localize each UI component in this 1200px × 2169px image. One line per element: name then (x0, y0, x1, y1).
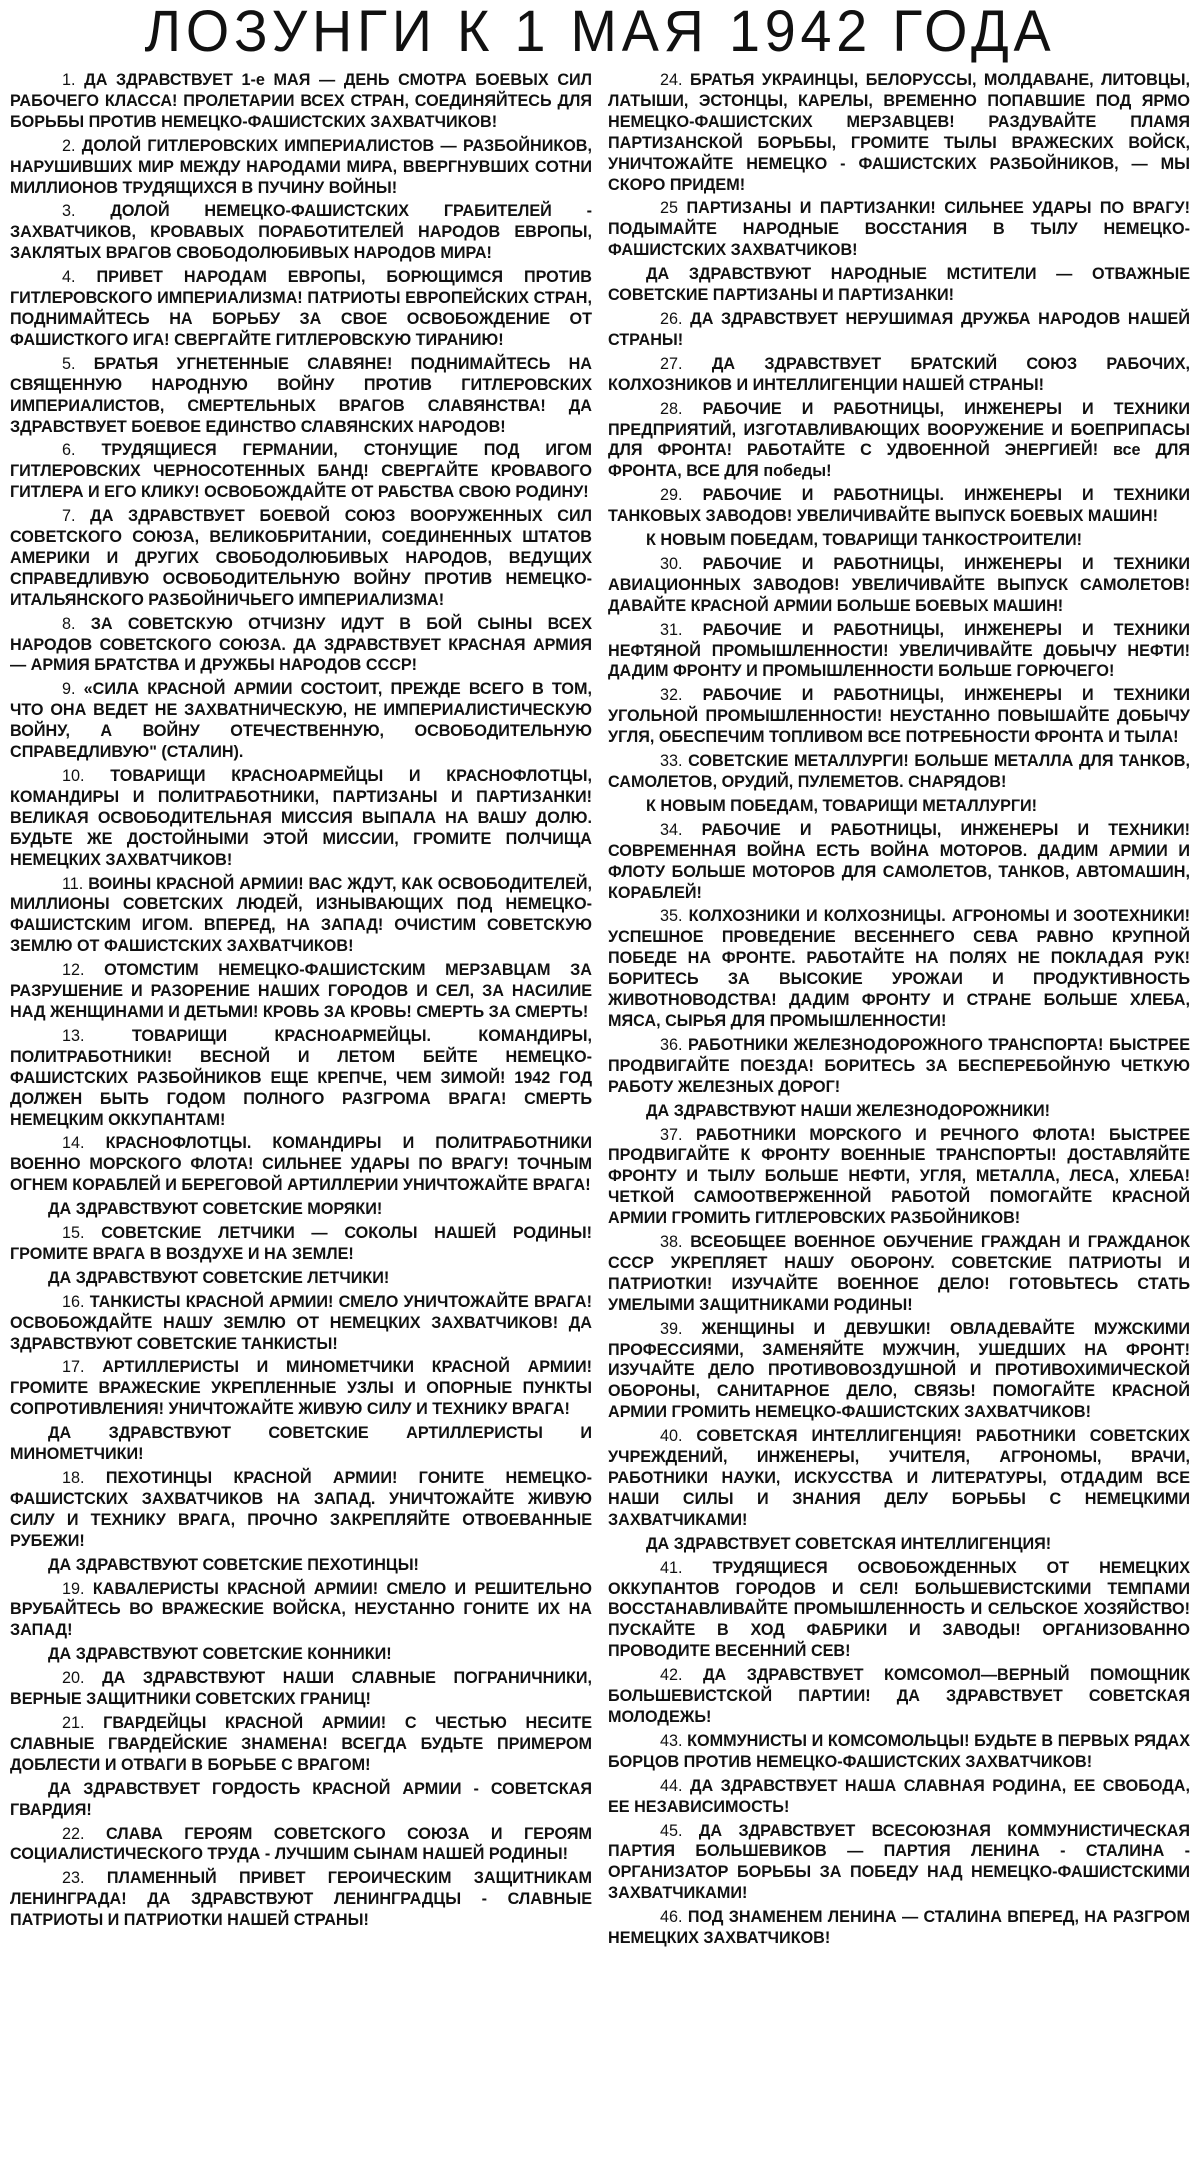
slogan-text: ПАРТИЗАНЫ И ПАРТИЗАНКИ! СИЛЬНЕЕ УДАРЫ ПО ВРАГУ! ПОДЫМАЙТЕ НАРОДНЫЕ ВОССТАНИЯ В ТЫЛУ НЕМЕЦКО-ФАШИСТСКИХ ЗАХВАТЧИКОВ! (608, 199, 1190, 260)
slogan-text: ДА ЗДРАВСТВУЕТ БРАТСКИЙ СОЮЗ РАБОЧИХ, КОЛХОЗНИКОВ И ИНТЕЛЛИГЕНЦИИ НАШЕЙ СТРАНЫ! (608, 354, 1190, 394)
slogan (608, 354, 1190, 396)
slogan-number: 23. (62, 1869, 85, 1888)
slogan-text: ТАНКИСТЫ КРАСНОЙ АРМИИ! СМЕЛО УНИЧТОЖАЙТЕ ВРАГА! ОСВОБОЖДАЙТЕ НАШУ ЗЕМЛЮ ОТ НЕМЕЦКИХ ЗАХВАТЧИКОВ! ДА ЗДРАВСТВУЮТ СОВЕТСКИЕ ТАНКИСТЫ! (10, 1292, 592, 1353)
slogan (10, 1357, 592, 1420)
columns (10, 70, 1190, 2165)
slogan-number: 31. (660, 620, 683, 639)
slogan-number: 25 (660, 199, 679, 218)
slogan-text: ДА ЗДРАВСТВУЕТ НЕРУШИМАЯ ДРУЖБА НАРОДОВ НАШЕЙ СТРАНЫ! (608, 309, 1190, 349)
slogan (608, 751, 1190, 793)
slogan-text: АРТИЛЛЕРИСТЫ И МИНОМЕТЧИКИ КРАСНОЙ АРМИИ! ГРОМИТЕ ВРАЖЕСКИЕ УКРЕПЛЕННЫЕ УЗЛЫ И ОПОРНЫЕ ПУНКТЫ СОПРОТИВЛЕНИЯ! УНИЧТОЖАЙТЕ ЖИВУЮ СИЛУ И ТЕХНИКУ ВРАГА! (10, 1358, 592, 1419)
slogan-number: 18. (62, 1469, 85, 1487)
slogan (10, 1133, 592, 1196)
slogan-subline: ДА ЗДРАВСТВУЮТ СОВЕТСКИЕ АРТИЛЛЕРИСТЫ И МИНОМЕТЧИКИ! (10, 1424, 592, 1464)
slogan-text: КАВАЛЕРИСТЫ КРАСНОЙ АРМИИ! СМЕЛО И РЕШИТЕЛЬНО ВРУБАЙТЕСЬ ВО ВРАЖЕСКИЕ ВОЙСКА, НЕУСТАННО ГОНИТЕ ИХ НА ЗАПАД! (10, 1579, 592, 1640)
slogan-text: ВОИНЫ КРАСНОЙ АРМИИ! ВАС ЖДУТ, КАК ОСВОБОДИТЕЛЕЙ, МИЛЛИОНЫ СОВЕТСКИХ ЛЮДЕЙ, ИЗНЫВАЮЩИХ ПОД НЕМЕЦКО-ФАШИСТСКИМ ИГОМ. ВПЕРЕД, НА ЗАПАД! ОЧИСТИМ СОВЕТСКУЮ ЗЕМЛЮ ОТ ФАШИСТСКИХ ЗАХВАТЧИКОВ! (10, 874, 592, 956)
slogan (608, 1035, 1190, 1098)
slogan-number: 41. (660, 1558, 683, 1577)
slogan-text: РАБОЧИЕ И РАБОТНИЦЫ, ИНЖЕНЕРЫ И ТЕХНИКИ УГОЛЬНОЙ ПРОМЫШЛЕННОСТИ! НЕУСТАННО ПОВЫШАЙТЕ ДОБЫЧУ УГЛЯ, ОБЕСПЕЧИМ ТОПЛИВОМ ВСЕ ПОТРЕБНОСТИ ФРОНТА И ТЫЛА! (608, 686, 1190, 747)
slogan (10, 1824, 592, 1866)
slogan-text: ТОВАРИЩИ КРАСНОАРМЕЙЦЫ И КРАСНОФЛОТЦЫ, КОМАНДИРЫ И ПОЛИТРАБОТНИКИ, ПАРТИЗАНЫ И ПАРТИЗАНКИ! ВЕЛИКАЯ ОСВОБОДИТЕЛЬНАЯ МИССИЯ ВЫПАЛА НА ВАШУ ДОЛЮ. БУДЬТЕ ЖЕ ДОСТОЙНЫМИ ЭТОЙ МИССИИ, ГРОМИТЕ ПОЛЧИЩА НЕМЕЦКИХ ЗАХВАТЧИКОВ! (10, 767, 592, 869)
slogan (608, 1319, 1190, 1424)
slogan-number: 7. (62, 507, 76, 526)
slogan-number: 12. (62, 961, 85, 980)
slogan (10, 1223, 592, 1265)
slogan-text: ДА ЗДРАВСТВУЕТ ВСЕСОЮЗНАЯ КОММУНИСТИЧЕСКАЯ ПАРТИЯ БОЛЬШЕВИКОВ — ПАРТИЯ ЛЕНИНА - СТАЛИНА - ОРГАНИЗАТОР БОРЬБЫ ЗА ПОБЕДУ НАД НЕМЕЦКО-ФАШИСТСКИМИ ЗАХВАТЧИКАМИ! (608, 1821, 1190, 1903)
slogan-text: ПЛАМЕННЫЙ ПРИВЕТ ГЕРОИЧЕСКИМ ЗАЩИТНИКАМ ЛЕНИНГРАДА! ДА ЗДРАВСТВУЮТ ЛЕНИНГРАДЦЫ - СЛАВНЫЕ ПАТРИОТЫ И ПАТРИОТКИ НАШЕЙ СТРАНЫ! (10, 1869, 592, 1930)
slogan (608, 1232, 1190, 1316)
slogan-subline: ДА ЗДРАВСТВУЮТ НАРОДНЫЕ МСТИТЕЛИ — ОТВАЖНЫЕ СОВЕТСКИЕ ПАРТИЗАНЫ И ПАРТИЗАНКИ! (608, 265, 1190, 305)
slogan-number: 34. (660, 820, 683, 839)
slogan (10, 960, 592, 1023)
slogan-number: 19. (62, 1579, 85, 1598)
slogan-number: 36. (660, 1035, 683, 1054)
slogan (608, 820, 1190, 904)
slogan-text: РАБОЧИЕ И РАБОТНИЦЫ, ИНЖЕНЕРЫ И ТЕХНИКИ АВИАЦИОННЫХ ЗАВОДОВ! УВЕЛИЧИВАЙТЕ ВЫПУСК САМОЛЕТОВ! ДАВАЙТЕ КРАСНОЙ АРМИИ БОЛЬШЕ БОЕВЫХ МАШИН! (608, 554, 1190, 615)
slogan-number: 20. (62, 1669, 85, 1688)
slogan (10, 1468, 592, 1552)
slogan-text: СОВЕТСКИЕ ЛЕТЧИКИ — СОКОЛЫ НАШЕЙ РОДИНЫ! ГРОМИТЕ ВРАГА В ВОЗДУХЕ И НА ЗЕМЛЕ! (10, 1224, 592, 1263)
slogan-number: 10. (62, 767, 85, 785)
slogan-text: СЛАВА ГЕРОЯМ СОВЕТСКОГО СОЮЗА И ГЕРОЯМ СОЦИАЛИСТИЧЕСКОГО ТРУДА - ЛУЧШИМ СЫНАМ НАШЕЙ РОДИНЫ! (10, 1824, 592, 1864)
left-column (10, 70, 592, 2165)
slogan (608, 70, 1190, 195)
slogan-number: 45. (660, 1821, 683, 1840)
slogan-text: ТОВАРИЩИ КРАСНОАРМЕЙЦЫ. КОМАНДИРЫ, ПОЛИТРАБОТНИКИ! ВЕСНОЙ И ЛЕТОМ БЕЙТЕ НЕМЕЦКО-ФАШИСТСКИХ РАЗБОЙНИКОВ ЕЩЕ КРЕПЧЕ, ЧЕМ ЗИМОЙ! 1942 ГОД ДОЛЖЕН БЫТЬ ГОДОМ ПОЛНОГО РАЗГРОМА ВРАГА! СМЕРТЬ НЕМЕЦКИМ ОККУПАНТАМ! (10, 1026, 592, 1129)
slogan-number: 17. (62, 1358, 85, 1377)
slogan-number: 43. (660, 1731, 683, 1750)
slogan-number: 33. (660, 752, 683, 771)
slogan-text: ДОЛОЙ НЕМЕЦКО-ФАШИСТСКИХ ГРАБИТЕЛЕЙ - ЗАХВАТЧИКОВ, КРОВАВЫХ ПОРАБОТИТЕЛЕЙ НАРОДОВ ЕВРОПЫ, ЗАКЛЯТЫХ ВРАГОВ СВОБОДОЛЮБИВЫХ НАРОДОВ МИРА! (10, 202, 592, 263)
page-title: ЛОЗУНГИ К 1 МАЯ 1942 ГОДА (144, 0, 1056, 64)
slogan (10, 1868, 592, 1931)
slogan-text: ТРУДЯЩИЕСЯ ОСВОБОЖДЕННЫХ ОТ НЕМЕЦКИХ ОККУПАНТОВ ГОРОДОВ И СЕЛ! БОЛЬШЕВИСТСКИМИ ТЕМПАМИ ВОССТАНАВЛИВАЙТЕ ПРОМЫШЛЕННОСТЬ И СЕЛЬСКОЕ ХОЗЯЙСТВО! ПУСКАЙТЕ В ХОД ФАБРИКИ И ЗАВОДЫ! ОРГАНИЗОВАННО ПРОВОДИТЕ ВЕСЕННИЙ СЕВ! (608, 1558, 1190, 1661)
slogan-number: 9. (62, 680, 76, 699)
slogan-number: 8. (62, 614, 76, 633)
slogan (608, 1907, 1190, 1949)
slogan-text: СОВЕТСКИЕ МЕТАЛЛУРГИ! БОЛЬШЕ МЕТАЛЛА ДЛЯ ТАНКОВ, САМОЛЕТОВ, ОРУДИЙ, ПУЛЕМЕТОВ. СНАРЯДОВ! (608, 752, 1190, 791)
slogan-text: ГВАРДЕЙЦЫ КРАСНОЙ АРМИИ! С ЧЕСТЬЮ НЕСИТЕ СЛАВНЫЕ ГВАРДЕЙСКИЕ ЗНАМЕНА! ВСЕГДА БУДЬТЕ ПРИМЕРОМ ДОБЛЕСТИ И ОТВАГИ В БОРЬБЕ С ВРАГОМ! (10, 1713, 592, 1774)
slogan-subline: ДА ЗДРАВСТВУЮТ СОВЕТСКИЕ ЛЕТЧИКИ! (48, 1268, 390, 1287)
slogan-text: СОВЕТСКАЯ ИНТЕЛЛИГЕНЦИЯ! РАБОТНИКИ СОВЕТСКИХ УЧРЕЖДЕНИЙ, ИНЖЕНЕРЫ, УЧИТЕЛЯ, АГРОНОМЫ, ВРАЧИ, РАБОТНИКИ НАУКИ, ИСКУССТВА И ЛИТЕРАТУРЫ, ОТДАДИМ ВСЕ НАШИ СИЛЫ И ЗНАНИЯ ДЕЛУ БОРЬБЫ С НЕМЕЦКИМИ ЗАХВАТЧИКАМИ! (608, 1427, 1190, 1529)
slogan-number: 13. (62, 1026, 85, 1045)
slogan-number: 11. (62, 874, 84, 893)
slogan-number: 44. (660, 1776, 683, 1795)
slogan-text: БРАТЬЯ УГНЕТЕННЫЕ СЛАВЯНЕ! ПОДНИМАЙТЕСЬ НА СВЯЩЕННУЮ НАРОДНУЮ ВОЙНУ ПРОТИВ ГИТЛЕРОВСКИХ ИМПЕРИАЛИСТОВ, СМЕРТЕЛЬНЫХ ВРАГОВ СЛАВЯНСТВА! ДА ЗДРАВСТВУЕТ БОЕВОЕ ЕДИНСТВО СЛАВЯНСКИХ НАРОДОВ! (10, 354, 592, 436)
slogan (608, 1776, 1190, 1818)
slogan-text: ДА ЗДРАВСТВУЕТ НАША СЛАВНАЯ РОДИНА, ЕЕ СВОБОДА, ЕЕ НЕЗАВИСИМОСТЬ! (608, 1776, 1190, 1816)
slogan-number: 16. (62, 1292, 85, 1311)
slogan-number: 35. (660, 907, 683, 926)
slogan-number: 6. (62, 441, 76, 460)
slogan (608, 309, 1190, 351)
slogan-number: 2. (62, 136, 76, 155)
slogan (10, 201, 592, 264)
slogan (10, 766, 592, 871)
slogan (608, 1558, 1190, 1663)
slogan-text: ПЕХОТИНЦЫ КРАСНОЙ АРМИИ! ГОНИТЕ НЕМЕЦКО-ФАШИСТСКИХ ЗАХВАТЧИКОВ НА ЗАПАД. УНИЧТОЖАЙТЕ ЖИВУЮ СИЛУ И ТЕХНИКУ ВРАГА, ПРОЧНО ЗАКРЕПЛЯЙТЕ ОТВОЕВАННЫЕ РУБЕЖИ! (10, 1469, 592, 1550)
slogan-subline: ДА ЗДРАВСТВУЮТ СОВЕТСКИЕ МОРЯКИ! (48, 1200, 383, 1219)
slogan (10, 354, 592, 438)
slogan-text: РАБОЧИЕ И РАБОТНИЦЫ. ИНЖЕНЕРЫ И ТЕХНИКИ ТАНКОВЫХ ЗАВОДОВ! УВЕЛИЧИВАЙТЕ ВЫПУСК БОЕВЫХ МАШИН! (608, 486, 1190, 526)
slogan-number: 5. (62, 354, 76, 373)
slogan (10, 70, 592, 133)
slogan-text: ДА ЗДРАВСТВУЕТ КОМСОМОЛ—ВЕРНЫЙ ПОМОЩНИК БОЛЬШЕВИСТСКОЙ ПАРТИИ! ДА ЗДРАВСТВУЕТ СОВЕТСКАЯ МОЛОДЕЖЬ! (608, 1666, 1190, 1726)
slogan-number: 29. (660, 486, 683, 505)
slogan-number: 40. (660, 1427, 683, 1446)
slogan-number: 42. (660, 1666, 683, 1685)
slogan (608, 1125, 1190, 1230)
slogan-subline: ДА ЗДРАВСТВУЕТ ГОРДОСТЬ КРАСНОЙ АРМИИ - СОВЕТСКАЯ ГВАРДИЯ! (10, 1779, 592, 1819)
slogan (10, 1579, 592, 1642)
slogan-text: ПОД ЗНАМЕНЕМ ЛЕНИНА — СТАЛИНА ВПЕРЕД, НА РАЗГРОМ НЕМЕЦКИХ ЗАХВАТЧИКОВ! (608, 1908, 1190, 1948)
slogan (608, 1731, 1190, 1773)
slogan (10, 614, 592, 677)
slogan-text: ДА ЗДРАВСТВУЕТ БОЕВОЙ СОЮЗ ВООРУЖЕННЫХ СИЛ СОВЕТСКОГО СОЮЗА, ВЕЛИКОБРИТАНИИ, СОЕДИНЕННЫХ ШТАТОВ АМЕРИКИ И ДРУГИХ СВОБОДОЛЮБИВЫХ НАРОДОВ, ВЕДУЩИХ СПРАВЕДЛИВУЮ ОСВОБОДИТЕЛЬНУЮ ВОЙНУ ПРОТИВ НЕМЕЦКО-ИТАЛЬЯНСКОГО РАЗБОЙНИЧЬЕГО ИМПЕРИАЛИЗМА! (10, 507, 592, 609)
slogan-number: 39. (660, 1319, 683, 1338)
slogan-text: РАБОЧИЕ И РАБОТНИЦЫ, ИНЖЕНЕРЫ И ТЕХНИКИ! СОВРЕМЕННАЯ ВОЙНА ЕСТЬ ВОЙНА МОТОРОВ. ДАДИМ АРМИИ И ФЛОТУ БОЛЬШЕ МОТОРОВ ДЛЯ САМОЛЕТОВ, ТАНКОВ, АВТОМАШИН, КОРАБЛЕЙ! (608, 820, 1190, 902)
slogan (10, 874, 592, 958)
slogan-text: РАБОЧИЕ И РАБОТНИЦЫ, ИНЖЕНЕРЫ И ТЕХНИКИ ПРЕДПРИЯТИЙ, ИЗГОТАВЛИВАЮЩИХ ВООРУЖЕНИЕ И БОЕПРИПАСЫ ДЛЯ ФРОНТА! РАБОТАЙТЕ С УДВОЕННОЙ ЭНЕРГИЕЙ! все ДЛЯ ФРОНТА, ВСЕ ДЛЯ победы! (608, 399, 1190, 481)
slogan-text: ДА ЗДРАВСТВУЕТ 1-е МАЯ — ДЕНЬ СМОТРА БОЕВЫХ СИЛ РАБОЧЕГО КЛАССА! ПРОЛЕТАРИИ ВСЕХ СТРАН, СОЕДИНЯЙТЕСЬ ДЛЯ БОРЬБЫ ПРОТИВ НЕМЕЦКО-ФАШИСТСКИХ ЗАХВАТЧИКОВ! (10, 71, 592, 131)
slogan-number: 27. (660, 354, 683, 373)
slogan-subline: ДА ЗДРАВСТВУЮТ НАШИ ЖЕЛЕЗНОДОРОЖНИКИ! (646, 1101, 1051, 1120)
slogan-text: РАБОЧИЕ И РАБОТНИЦЫ, ИНЖЕНЕРЫ И ТЕХНИКИ НЕФТЯНОЙ ПРОМЫШЛЕННОСТИ! УВЕЛИЧИВАЙТЕ ДОБЫЧУ НЕФТИ! ДАДИМ ФРОНТУ И ПРОМЫШЛЕННОСТИ БОЛЬШЕ ГОРЮЧЕГО! (608, 620, 1190, 681)
slogan-number: 21. (62, 1713, 85, 1732)
slogan (10, 1026, 592, 1131)
slogan (608, 906, 1190, 1031)
slogan-text: ДОЛОЙ ГИТЛЕРОВСКИХ ИМПЕРИАЛИСТОВ — РАЗБОЙНИКОВ, НАРУШИВШИХ МИР МЕЖДУ НАРОДАМИ МИРА, ВВЕРГНУВШИХ СОТНИ МИЛЛИОНОВ ТРУДЯЩИХСЯ В ПУЧИНУ ВОЙНЫ! (10, 136, 592, 197)
slogan-number: 14. (62, 1134, 85, 1153)
slogan (608, 1665, 1190, 1728)
slogan-text: ПРИВЕТ НАРОДАМ ЕВРОПЫ, БОРЮЩИМСЯ ПРОТИВ ГИТЛЕРОВСКОГО ИМПЕРИАЛИЗМА! ПАТРИОТЫ ЕВРОПЕЙСКИХ СТРАН, ПОДНИМАЙТЕСЬ НА БОРЬБУ ЗА СВОЕ ОСВОБОЖДЕНИЕ ОТ ФАШИСТКОГО ИГА! СВЕРГАЙТЕ ГИТЛЕРОВСКУЮ ТИРАНИЮ! (10, 268, 592, 349)
slogan-number: 37. (660, 1125, 683, 1144)
slogan-number: 15. (62, 1224, 85, 1243)
slogan-number: 22. (62, 1824, 85, 1843)
slogan-text: ТРУДЯЩИЕСЯ ГЕРМАНИИ, СТОНУЩИЕ ПОД ИГОМ ГИТЛЕРОВСКИХ ЧЕРНОСОТЕННЫХ БАНД! СВЕРГАЙТЕ КРОВАВОГО ГИТЛЕРА И ЕГО КЛИКУ! ОСВОБОЖДАЙТЕ ОТ РАБСТВА СВОЮ РОДИНУ! (10, 441, 592, 502)
slogan-number: 46. (660, 1908, 683, 1927)
slogan-subline: ДА ЗДРАВСТВУЮТ СОВЕТСКИЕ ПЕХОТИНЦЫ! (48, 1555, 419, 1574)
slogan-text: РАБОТНИКИ МОРСКОГО И РЕЧНОГО ФЛОТА! БЫСТРЕЕ ПРОДВИГАЙТЕ К ФРОНТУ ВОЕННЫЕ ТРАНСПОРТЫ! ДОСТАВЛЯЙТЕ ФРОНТУ И ТЫЛУ БОЛЬШЕ НЕФТИ, УГЛЯ, МЕТАЛЛА, ЛЕСА, ХЛЕБА! ЧЕТКОЙ САМООТВЕРЖЕННОЙ РАБОТОЙ ПОМОГАЙТЕ КРАСНОЙ АРМИИ ГРОМИТЬ ГИТЛЕРОВСКИХ РАЗБОЙНИКОВ! (608, 1125, 1190, 1228)
slogan (10, 1668, 592, 1710)
slogan-number: 1. (62, 71, 76, 89)
slogan (608, 399, 1190, 483)
slogan (608, 485, 1190, 527)
slogan (10, 1713, 592, 1776)
right-column (608, 70, 1190, 2165)
slogan-text: ЗА СОВЕТСКУЮ ОТЧИЗНУ ИДУТ В БОЙ СЫНЫ ВСЕХ НАРОДОВ СОВЕТСКОГО СОЮЗА. ДА ЗДРАВСТВУЕТ КРАСНАЯ АРМИЯ — АРМИЯ БРАТСТВА И ДРУЖБЫ НАРОДОВ СССР! (10, 614, 592, 675)
slogan-text: «СИЛА КРАСНОЙ АРМИИ СОСТОИТ, ПРЕЖДЕ ВСЕГО В ТОМ, ЧТО ОНА ВЕДЕТ НЕ ЗАХВАТНИЧЕСКУЮ, НЕ ИМПЕРИАЛИСТИЧЕСКУЮ ВОЙНУ, А ВОЙНУ ОТЕЧЕСТВЕННУЮ, ОСВОБОДИТЕЛЬНУЮ СПРАВЕДЛИВУЮ" (СТАЛИН). (10, 680, 592, 762)
slogan (10, 136, 592, 199)
slogan-text: РАБОТНИКИ ЖЕЛЕЗНОДОРОЖНОГО ТРАНСПОРТА! БЫСТРЕЕ ПРОДВИГАЙТЕ ПОЕЗДА! БОРИТЕСЬ ЗА БЕСПЕРЕБОЙНУЮ ЧЕТКУЮ РАБОТУ ЖЕЛЕЗНЫХ ДОРОГ! (608, 1035, 1190, 1096)
slogan-text: КОЛХОЗНИКИ И КОЛХОЗНИЦЫ. АГРОНОМЫ И ЗООТЕХНИКИ! УСПЕШНОЕ ПРОВЕДЕНИЕ ВЕСЕННЕГО СЕВА РАВНО КРУПНОЙ ПОБЕДЕ НА ФРОНТЕ. РАБОТАЙТЕ НА ПОЛЯХ НЕ ПОКЛАДАЯ РУК! БОРИТЕСЬ ЗА ВЫСОКИЕ УРОЖАИ И ПРОДУКТИВНОСТЬ ЖИВОТНОВОДСТВА! ДАДИМ ФРОНТУ И СТРАНЕ БОЛЬШЕ ХЛЕБА, МЯСА, СЫРЬЯ ДЛЯ ПРОМЫШЛЕННОСТИ! (608, 907, 1190, 1030)
slogan-number: 3. (62, 202, 76, 221)
slogan-number: 28. (660, 399, 683, 418)
slogan-number: 24. (660, 71, 683, 89)
slogan (608, 1426, 1190, 1531)
slogan (10, 440, 592, 503)
slogan (608, 685, 1190, 748)
slogan-text: КРАСНОФЛОТЦЫ. КОМАНДИРЫ И ПОЛИТРАБОТНИКИ ВОЕННО МОРСКОГО ФЛОТА! СИЛЬНЕЕ УДАРЫ ПО ВРАГУ! ТОЧНЫМ ОГНЕМ КОРАБЛЕЙ И БЕРЕГОВОЙ АРТИЛЛЕРИИ УНИЧТОЖАЙТЕ ВРАГА! (10, 1134, 592, 1195)
slogan-subline: ДА ЗДРАВСТВУЕТ СОВЕТСКАЯ ИНТЕЛЛИГЕНЦИЯ! (646, 1534, 1052, 1553)
slogan-text: БРАТЬЯ УКРАИНЦЫ, БЕЛОРУССЫ, МОЛДАВАНЕ, ЛИТОВЦЫ, ЛАТЫШИ, ЭСТОНЦЫ, КАРЕЛЫ, ВРЕМЕННО ПОПАВШИЕ ПОД ЯРМО НЕМЕЦКО-ФАШИСТСКИХ МЕРЗАВЦЕВ! РАЗДУВАЙТЕ ПЛАМЯ ПАРТИЗАНСКОЙ БОРЬБЫ, ГРОМИТЕ ТЫЛЫ ВРАЖЕСКИХ ВОЙСК, УНИЧТОЖАЙТЕ НЕМЕЦКО - ФАШИСТСКИХ РАЗБОЙНИКОВ, — МЫ СКОРО ПРИДЕМ! (608, 71, 1190, 194)
slogan (608, 620, 1190, 683)
slogan (10, 506, 592, 611)
slogan (10, 679, 592, 763)
slogan (608, 198, 1190, 261)
slogan-number: 30. (660, 554, 683, 573)
slogan (608, 554, 1190, 617)
slogan (10, 1292, 592, 1355)
slogan-number: 32. (660, 686, 683, 705)
slogan-text: ЖЕНЩИНЫ И ДЕВУШКИ! ОВЛАДЕВАЙТЕ МУЖСКИМИ ПРОФЕССИЯМИ, ЗАМЕНЯЙТЕ МУЖЧИН, УШЕДШИХ НА ФРОНТ! ИЗУЧАЙТЕ ДЕЛО ПРОТИВОВОЗДУШНОЙ И ПРОТИВОХИМИЧЕСКОЙ ОБОРОНЫ, САНИТАРНОЕ ДЕЛО, СВЯЗЬ! ПОМОГАЙТЕ КРАСНОЙ АРМИИ ГРОМИТЬ НЕМЕЦКО-ФАШИСТСКИХ ЗАХВАТЧИКОВ! (608, 1319, 1190, 1422)
slogan-number: 38. (660, 1233, 683, 1252)
slogan-subline: ДА ЗДРАВСТВУЮТ СОВЕТСКИЕ КОННИКИ! (48, 1645, 392, 1664)
slogan-text: ОТОМСТИМ НЕМЕЦКО-ФАШИСТСКИМ МЕРЗАВЦАМ ЗА РАЗРУШЕНИЕ И РАЗОРЕНИЕ НАШИХ ГОРОДОВ И СЕЛ, ЗА НАСИЛИЕ НАД ЖЕНЩИНАМИ И ДЕТЬМИ! КРОВЬ ЗА КРОВЬ! СМЕРТЬ ЗА СМЕРТЬ! (10, 961, 592, 1021)
slogan (10, 267, 592, 351)
slogan-subline: К НОВЫМ ПОБЕДАМ, ТОВАРИЩИ ТАНКОСТРОИТЕЛИ! (646, 531, 1083, 550)
slogan-text: КОММУНИСТЫ И КОМСОМОЛЬЦЫ! БУДЬТЕ В ПЕРВЫХ РЯДАХ БОРЦОВ ПРОТИВ НЕМЕЦКО-ФАШИСТСКИХ ЗАХВАТЧИКОВ! (608, 1731, 1190, 1771)
slogan-number: 4. (62, 268, 76, 287)
slogan-number: 26. (660, 309, 683, 328)
slogan (608, 1821, 1190, 1905)
slogan-text: ВСЕОБЩЕЕ ВОЕННОЕ ОБУЧЕНИЕ ГРАЖДАН И ГРАЖДАНОК СССР УКРЕПЛЯЕТ НАШУ ОБОРОНУ. СОВЕТСКИЕ ПАТРИОТЫ И ПАТРИОТКИ! ИЗУЧАЙТЕ ВОЕННОЕ ДЕЛО! ГОТОВЬТЕСЬ СТАТЬ УМЕЛЫМИ ЗАЩИТНИКАМИ РОДИНЫ! (608, 1233, 1190, 1314)
slogan-text: ДА ЗДРАВСТВУЮТ НАШИ СЛАВНЫЕ ПОГРАНИЧНИКИ, ВЕРНЫЕ ЗАЩИТНИКИ СОВЕТСКИХ ГРАНИЦ! (10, 1669, 592, 1709)
slogan-subline: К НОВЫМ ПОБЕДАМ, ТОВАРИЩИ МЕТАЛЛУРГИ! (646, 796, 1038, 815)
